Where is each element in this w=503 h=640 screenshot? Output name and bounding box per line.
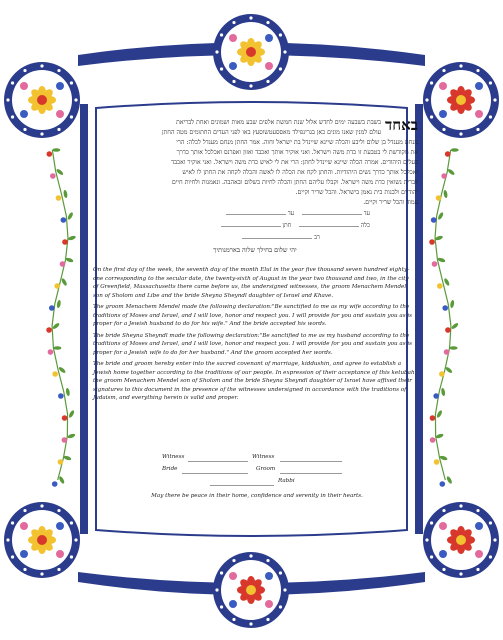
ring-dot	[70, 81, 73, 84]
english-paragraph: The bride and groom hereby enter into the sacred covenant of marriage, kiddushin, and agree to establish a Jewish home together according to the traditions of our people. In expression of their acceptance of this ketubah the groom Menachem Mendel son of Sholom and the bride Sheyna Sheyndl daughter of Israel have affixed their signatures to this document in the presence of the witnesses undersigned in accordance with the traditions of Judaism, and everything herein is valid and proper.	[93, 361, 415, 401]
small-flower	[20, 110, 28, 118]
ring-dot	[249, 84, 252, 87]
ring-dot	[425, 98, 428, 101]
small-flower	[265, 572, 273, 580]
vine-flower	[439, 371, 445, 377]
english-sig-groom: Groom	[256, 466, 276, 472]
ring-dot	[215, 588, 218, 591]
vine-flower	[442, 305, 448, 311]
small-flower	[56, 550, 64, 558]
hebrew-line: מנחם מענדל בן שלום וליבע והכלה שיינא שיינדל בת ישראל וחוה. אמר החתן מנחם מענדל לכלה: הרי	[176, 139, 418, 146]
vine-flower	[445, 327, 451, 333]
english-paragraph: The bride Sheyna Sheyndl made the following declaration:"Be sanctified to me as my husband according to the traditions of Moses and Israel, and I will love, honor and respect you. I will provide for you and sustain you as is proper for a Jewish wife to do for her husband." And the groom accepted her words.	[93, 332, 413, 356]
vine-flower	[46, 327, 52, 333]
ring-dot	[23, 568, 26, 571]
leaf	[451, 148, 459, 152]
vine-flower	[48, 349, 54, 355]
vine-flower	[436, 195, 442, 201]
ring-dot	[442, 69, 445, 72]
small-flower	[56, 82, 64, 90]
small-flower	[56, 522, 64, 530]
vine-flower	[61, 217, 67, 223]
small-flower	[439, 550, 447, 558]
small-flower	[475, 82, 483, 90]
english-blessing: May there be peace in their home, confidence and serenity in their hearts.	[151, 493, 363, 499]
vine-flower	[60, 261, 66, 267]
hebrew-sig-row-2	[170, 222, 370, 229]
hebrew-sig-witness1: עד	[363, 210, 370, 217]
ring-dot	[232, 80, 235, 83]
ring-dot	[476, 128, 479, 131]
vine-flower	[437, 283, 443, 289]
ring-dot	[459, 572, 462, 575]
leaf	[446, 476, 453, 485]
ring-dot	[430, 115, 433, 118]
leaf	[68, 235, 77, 241]
ring-dot	[11, 81, 14, 84]
ring-dot	[11, 521, 14, 524]
leaf	[56, 300, 61, 309]
leaf	[450, 346, 458, 350]
vine-flower	[430, 437, 436, 443]
leaf	[52, 322, 60, 330]
vine-flower	[440, 481, 446, 487]
hebrew-line: בשבת בשבעה ימים לחדש אלול שנת חמשת אלפים שבע מאות ושמונים ואחת לבריאת	[176, 119, 382, 126]
flower-center	[246, 47, 256, 57]
leaf	[52, 148, 60, 152]
ring-dot	[476, 509, 479, 512]
flower-center	[37, 95, 47, 105]
ring-dot	[266, 21, 269, 24]
hebrew-line: עולם למנין שאנו מונים כאן בגרינפילד מאססעטשוסעץ באו לפני העדים החתומים מטה החתן	[161, 129, 382, 136]
ring-dot	[6, 538, 9, 541]
ring-dot	[232, 618, 235, 621]
ring-dot	[23, 509, 26, 512]
small-flower	[229, 62, 237, 70]
leaf	[63, 190, 68, 199]
signature-line	[280, 461, 342, 462]
leaf	[53, 346, 61, 350]
vine-flower	[49, 305, 55, 311]
ring-dot	[220, 33, 223, 36]
small-flower	[20, 82, 28, 90]
signature-line	[226, 214, 286, 215]
hebrew-line: ואכלכל אותך כדרך נשים היהודיות. והחתן לקח את הכלה לו לאשה והכלה לקחה את החתן לו לאיש	[182, 169, 418, 176]
ring-dot	[459, 64, 462, 67]
ring-dot	[220, 571, 223, 574]
vine-flower	[430, 415, 436, 421]
ring-dot	[70, 521, 73, 524]
hebrew-text-block	[93, 118, 418, 208]
small-flower	[20, 550, 28, 558]
ring-dot	[279, 571, 282, 574]
small-flower	[439, 110, 447, 118]
hebrew-title: באחד	[385, 116, 418, 134]
leaf	[443, 278, 450, 287]
english-text-block	[93, 266, 415, 406]
signature-line	[210, 485, 274, 486]
ring-dot	[279, 33, 282, 36]
ring-dot	[425, 538, 428, 541]
signature-line	[299, 226, 359, 227]
vine-flower	[47, 151, 53, 157]
small-flower	[20, 522, 28, 530]
english-paragraph: The groom Menachem Mendel made the following declaration:"Be sanctified to me as my wife according to the traditions of Moses and Israel, and I will love, honor and respect you. I will provide for you and sustain you as is proper for a Jewish husband to do for his wife." And the bride accepted his words.	[93, 304, 413, 327]
frame-left-band	[80, 104, 88, 534]
flower-center	[37, 535, 47, 545]
ring-dot	[442, 128, 445, 131]
ring-dot	[40, 132, 43, 135]
small-flower	[229, 600, 237, 608]
ring-dot	[57, 69, 60, 72]
vine-flower	[441, 173, 447, 179]
small-flower	[229, 572, 237, 580]
ring-dot	[430, 521, 433, 524]
leaf	[58, 476, 65, 485]
vine-flower	[444, 349, 450, 355]
ring-dot	[489, 521, 492, 524]
ring-dot	[430, 555, 433, 558]
vine-flower	[431, 217, 437, 223]
leaf	[435, 235, 444, 241]
leaf	[451, 322, 459, 330]
english-paragraph: On the first day of the week, the seventh day of the month Elul in the year five thousand seven hundred eighty-one corresponding to the secular date, the twenty-sixth of August in the year two thousand and two, in the city of Greenfield, Massachusetts there came before us, the undersigned witnesses, the groom Menachem Mendel son of Sholom and Libe and the bride Sheyna Sheyndl daughter of Israel and Khave.	[93, 267, 410, 299]
small-flower	[265, 600, 273, 608]
ring-dot	[489, 115, 492, 118]
leaf	[437, 212, 444, 221]
leaf	[450, 300, 455, 309]
ring-dot	[40, 572, 43, 575]
ring-dot	[57, 509, 60, 512]
vine-flower	[52, 481, 58, 487]
ring-dot	[11, 555, 14, 558]
vine-flower	[50, 173, 56, 179]
small-flower	[56, 110, 64, 118]
signature-line	[280, 473, 342, 474]
leaf	[65, 257, 74, 263]
ring-dot	[459, 504, 462, 507]
ring-dot	[489, 81, 492, 84]
vine-flower	[56, 195, 62, 201]
ring-dot	[266, 618, 269, 621]
ring-dot	[442, 568, 445, 571]
small-flower	[229, 34, 237, 42]
ring-dot	[23, 69, 26, 72]
vine-flower	[445, 151, 451, 157]
ring-dot	[6, 98, 9, 101]
hebrew-sig-witness2: עד	[287, 210, 295, 217]
signature-line	[242, 238, 312, 239]
ring-dot	[70, 555, 73, 558]
ring-dot	[74, 98, 77, 101]
hebrew-line: את מקודשת לי בטבעת זו כדת משה וישראל. ואני אוקיר אותך ואכבד ואזון ואפרנס ואכלכל אותך כדרך	[176, 149, 418, 156]
hebrew-blessing: יהי שלום בחילך שלוה בארמנותיך	[213, 246, 297, 254]
ring-dot	[232, 559, 235, 562]
ring-dot	[220, 67, 223, 70]
ring-dot	[493, 98, 496, 101]
hebrew-sig-bride: כלה	[360, 222, 370, 229]
ring-dot	[459, 132, 462, 135]
leaf	[441, 388, 446, 397]
ring-dot	[40, 64, 43, 67]
english-sig-witness2: Witness	[252, 454, 275, 460]
leaf	[67, 433, 76, 439]
ring-dot	[476, 69, 479, 72]
small-flower	[439, 522, 447, 530]
english-sig-rabbi: Rabbi	[278, 478, 295, 484]
ring-dot	[232, 21, 235, 24]
hebrew-line: בעלים היהודים. אמרה הכלה שיינא שיינדל לחתן: הרי את לי לאיש כדת משה וישראל. ואני אוקיר ואכבד	[171, 159, 418, 166]
hebrew-line: יהודיים ולבנות בית נאמן בישראל. והכל שריר וקיים.	[295, 189, 418, 196]
ring-dot	[220, 605, 223, 608]
vine-flower	[429, 239, 435, 245]
flower-center	[456, 535, 466, 545]
hebrew-sig-row-3	[200, 234, 320, 241]
flower-center	[246, 585, 256, 595]
ring-dot	[266, 559, 269, 562]
ring-dot	[11, 115, 14, 118]
small-flower	[439, 82, 447, 90]
ring-dot	[23, 128, 26, 131]
ring-dot	[476, 568, 479, 571]
ring-dot	[249, 554, 252, 557]
ring-dot	[442, 509, 445, 512]
hebrew-line: לברית נשואין כדת משה וישראל. וקבלו עליהם החתן והכלה לחיות בשלום ובאהבה. ונאמנות ולחיות חיים	[171, 179, 418, 186]
hebrew-sig-row-1	[170, 210, 370, 217]
leaf	[68, 410, 75, 419]
leaf	[443, 190, 448, 199]
small-flower	[265, 62, 273, 70]
flower-center	[456, 95, 466, 105]
hebrew-line: עמוד והכל שריר וקיים.	[363, 199, 418, 206]
small-flower	[265, 34, 273, 42]
ring-dot	[70, 115, 73, 118]
vine-flower	[62, 415, 68, 421]
leaf	[65, 388, 70, 397]
ring-dot	[74, 538, 77, 541]
ring-dot	[489, 555, 492, 558]
ring-dot	[430, 81, 433, 84]
small-flower	[475, 522, 483, 530]
small-flower	[475, 550, 483, 558]
ring-dot	[249, 16, 252, 19]
leaf	[436, 410, 443, 419]
signature-line	[188, 461, 248, 462]
english-sig-bride: Bride	[162, 466, 178, 472]
ring-dot	[493, 538, 496, 541]
ring-dot	[279, 67, 282, 70]
hebrew-sig-rabbi: רב	[314, 234, 320, 241]
ring-dot	[279, 605, 282, 608]
ring-dot	[57, 128, 60, 131]
english-sig-witness1: Witness	[162, 454, 185, 460]
ring-dot	[40, 504, 43, 507]
ring-dot	[283, 588, 286, 591]
vine-flower	[58, 459, 64, 465]
ring-dot	[249, 622, 252, 625]
ring-dot	[283, 50, 286, 53]
vine-flower	[62, 437, 68, 443]
ring-dot	[266, 80, 269, 83]
vine-flower	[52, 371, 58, 377]
ring-dot	[57, 568, 60, 571]
leaf	[67, 212, 74, 221]
ring-dot	[215, 50, 218, 53]
vine-flower	[433, 393, 439, 399]
leaf	[61, 278, 68, 287]
vine-flower	[434, 459, 440, 465]
vine-flower	[432, 261, 438, 267]
vine-flower	[62, 239, 68, 245]
signature-line	[302, 214, 362, 215]
signature-line	[221, 226, 281, 227]
small-flower	[475, 110, 483, 118]
hebrew-sig-groom: חתן	[282, 222, 292, 229]
vine-flower	[54, 283, 60, 289]
vine-flower	[58, 393, 64, 399]
signature-line	[182, 473, 248, 474]
